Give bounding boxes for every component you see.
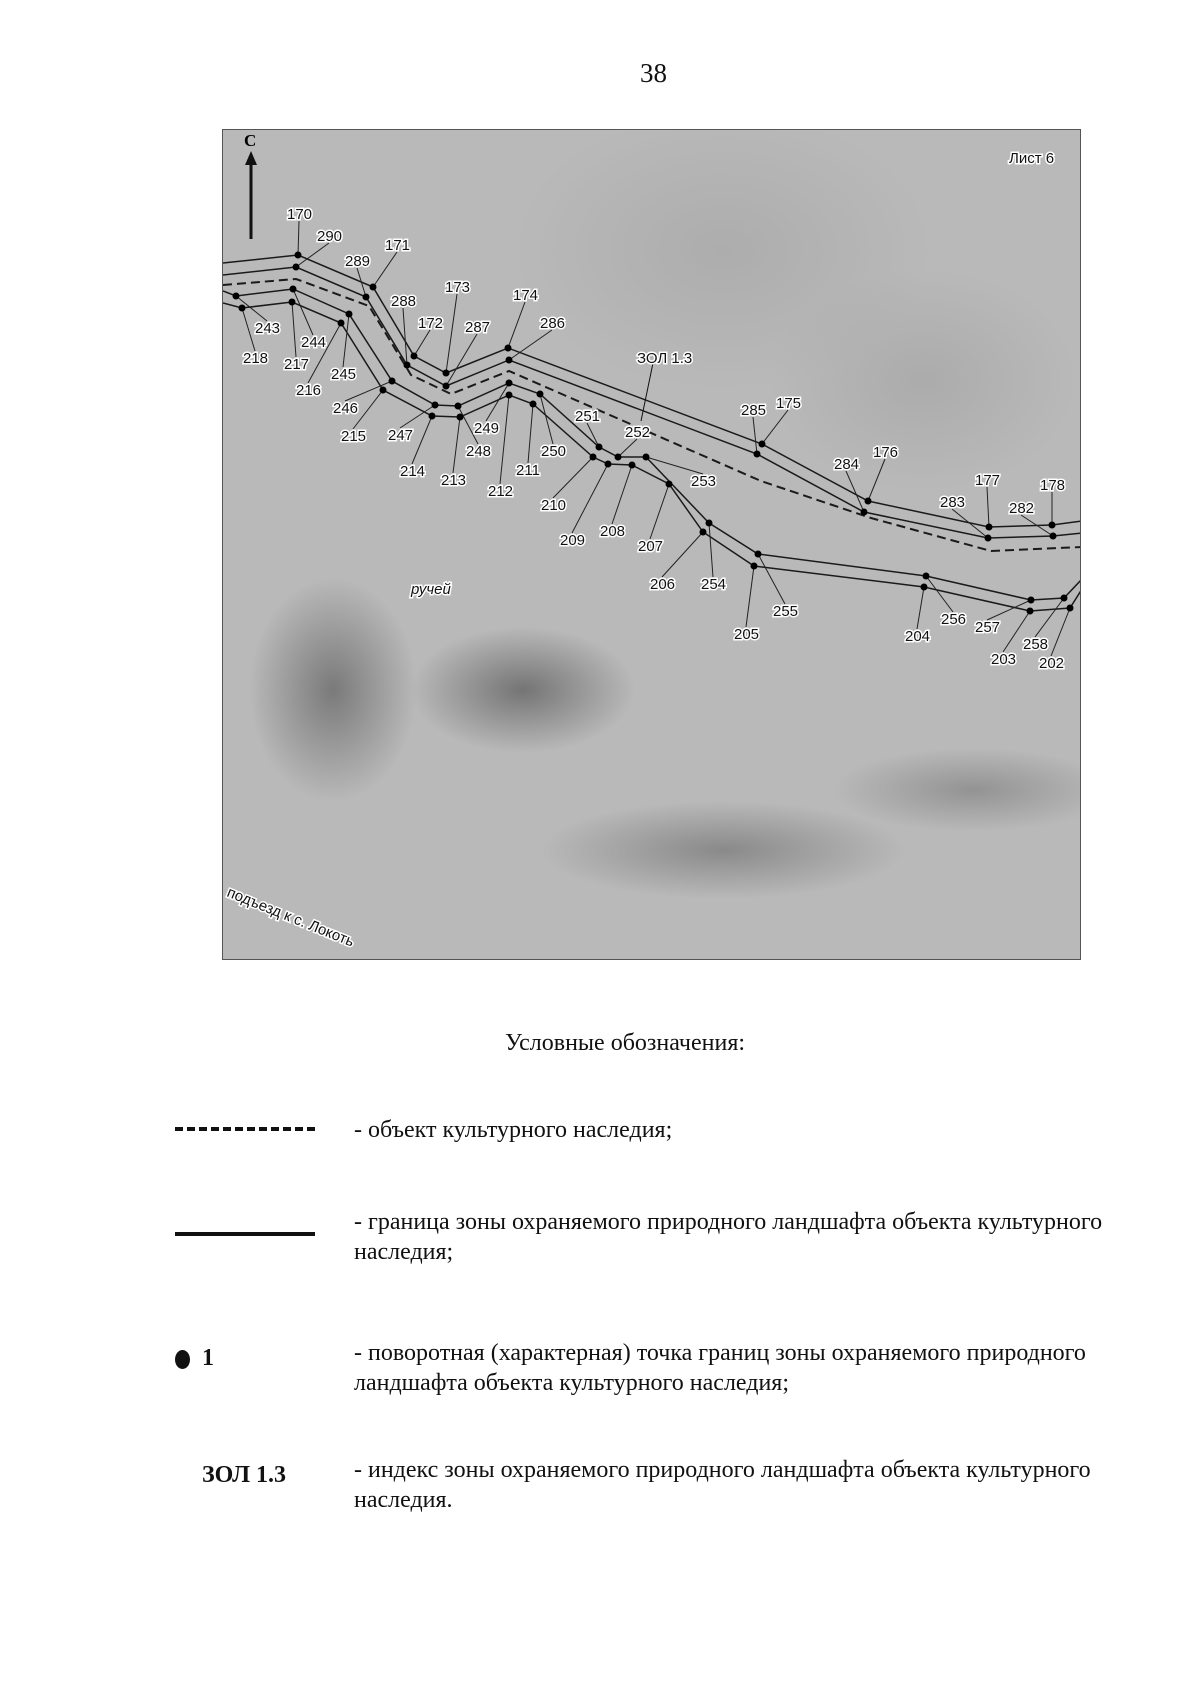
turning-point-249 [506, 380, 513, 387]
point-leader-line [587, 423, 599, 447]
turning-point-label: 251 [575, 408, 601, 425]
turning-point-256 [923, 573, 930, 580]
map [222, 129, 1081, 960]
turning-point-label: 173 [445, 279, 471, 296]
turning-point-283 [985, 535, 992, 542]
turning-point-label: 286 [540, 315, 566, 332]
turning-point-label: 257 [975, 619, 1001, 636]
point-leader-line [528, 404, 533, 463]
turning-point-213 [457, 414, 464, 421]
turning-point-288 [404, 362, 411, 369]
north-arrow [244, 131, 257, 239]
turning-point-label: 178 [1040, 477, 1066, 494]
turning-point-label: 208 [600, 523, 626, 540]
turning-point-203 [1027, 608, 1034, 615]
turning-point-212 [506, 392, 513, 399]
turning-point-label: 215 [341, 428, 367, 445]
turning-point-208 [629, 462, 636, 469]
turning-point-label: 288 [391, 293, 417, 310]
turning-point-177 [986, 524, 993, 531]
turning-point-250 [537, 391, 544, 398]
turning-point-174 [505, 345, 512, 352]
turning-point-label: 256 [941, 611, 967, 628]
turning-point-label: 207 [638, 538, 664, 555]
turning-point-216 [338, 320, 345, 327]
point-leader-line [508, 302, 525, 348]
point-leader-line [612, 465, 632, 524]
turning-point-label: 213 [441, 472, 467, 489]
turning-point-258 [1061, 595, 1068, 602]
turning-point-label: 177 [975, 472, 1001, 489]
turning-point-173 [443, 370, 450, 377]
road-label: подъезд к с. Локоть [224, 883, 357, 951]
point-icon [175, 1350, 190, 1369]
turning-point-label: 250 [541, 443, 567, 460]
turning-point-label: 171 [385, 237, 411, 254]
turning-point-251 [596, 444, 603, 451]
turning-point-label: 255 [773, 603, 799, 620]
turning-point-210 [590, 454, 597, 461]
turning-point-label: 216 [296, 382, 322, 399]
turning-point-label: 170 [287, 206, 313, 223]
north-label: С [244, 131, 257, 150]
turning-point-label: 218 [243, 350, 269, 367]
legend-text-turning-point: - поворотная (характерная) точка границ зоны охраняемого природного ландшафта объекта культурного наследия; [354, 1340, 1086, 1396]
stream-label: ручей [411, 581, 451, 598]
point-leader-line [357, 268, 366, 297]
turning-point-211 [530, 401, 537, 408]
turning-point-217 [289, 299, 296, 306]
turning-point-label: 253 [691, 473, 717, 490]
turning-point-label: 175 [776, 395, 802, 412]
point-leader-line [753, 417, 757, 454]
point-leader-line [414, 330, 430, 356]
turning-point-label: 285 [741, 402, 767, 419]
point-leader-line [1035, 598, 1064, 637]
turning-point-label: 172 [418, 315, 444, 332]
point-leader-line [242, 308, 255, 351]
turning-point-247 [432, 402, 439, 409]
turning-point-287 [443, 383, 450, 390]
turning-point-label: 205 [734, 626, 760, 643]
legend-point-number: 1 [202, 1345, 214, 1371]
point-leader-line [298, 221, 299, 255]
turning-point-label: 244 [301, 334, 327, 351]
turning-point-244 [290, 286, 297, 293]
turning-point-label: 258 [1023, 636, 1049, 653]
point-leader-line [446, 294, 457, 373]
map-overlay [223, 130, 1081, 960]
legend-title: Условные обозначения: [505, 1030, 746, 1056]
turning-point-label: 287 [465, 319, 491, 336]
point-leader-line [500, 395, 509, 484]
turning-point-label: 283 [940, 494, 966, 511]
turning-point-label: 289 [345, 253, 371, 270]
point-leader-line [650, 484, 669, 539]
turning-point-label: 282 [1009, 500, 1035, 517]
turning-point-label: 243 [255, 320, 281, 337]
turning-point-248 [455, 403, 462, 410]
turning-point-label: 209 [560, 532, 586, 549]
turning-point-255 [755, 551, 762, 558]
turning-point-178 [1049, 522, 1056, 529]
turning-point-253 [643, 454, 650, 461]
point-leader-line [987, 487, 989, 527]
turning-point-172 [411, 353, 418, 360]
turning-point-214 [429, 413, 436, 420]
turning-point-286 [506, 357, 513, 364]
turning-point-label: 202 [1039, 655, 1065, 672]
point-leader-line [453, 417, 460, 473]
zone-boundary-south [223, 302, 1081, 611]
point-leader-line [709, 523, 713, 577]
turning-point-label: 249 [474, 420, 500, 437]
turning-point-label: 204 [905, 628, 931, 645]
turning-point-label: 245 [331, 366, 357, 383]
point-leader-line [403, 308, 407, 365]
point-leader-line [618, 439, 637, 457]
legend-solid-line-symbol [175, 1232, 315, 1236]
turning-point-label: 211 [516, 462, 540, 479]
turning-point-170 [295, 252, 302, 259]
legend-dashed-line-symbol [175, 1127, 315, 1131]
point-leader-line [292, 302, 296, 357]
legend-text-zone-index: - индекс зоны охраняемого природного ландшафта объекта культурного наследия. [354, 1457, 1091, 1513]
point-leader-line [1051, 608, 1070, 656]
turning-point-289 [363, 294, 370, 301]
zone-label: ЗОЛ 1.3 [637, 350, 693, 367]
turning-point-label: 247 [388, 427, 414, 444]
turning-point-label: 174 [513, 287, 539, 304]
turning-point-label: 246 [333, 400, 359, 417]
point-leader-line [553, 457, 593, 498]
turning-point-282 [1050, 533, 1057, 540]
turning-point-254 [706, 520, 713, 527]
turning-point-171 [370, 284, 377, 291]
point-leader-line [412, 416, 432, 464]
turning-point-246 [389, 378, 396, 385]
turning-point-207 [666, 481, 673, 488]
turning-point-label: 248 [466, 443, 492, 460]
point-leader-line [846, 471, 864, 512]
legend-text-zone-boundary: - граница зоны охраняемого природного ландшафта объекта культурного наследия; [354, 1209, 1103, 1265]
turning-point-175 [759, 441, 766, 448]
point-leader-line [373, 252, 397, 287]
point-leader-line [746, 566, 754, 627]
turning-point-218 [239, 305, 246, 312]
turning-point-label: 214 [400, 463, 426, 480]
turning-point-label: 203 [991, 651, 1017, 668]
turning-point-202 [1067, 605, 1074, 612]
turning-point-252 [615, 454, 622, 461]
turning-point-204 [921, 584, 928, 591]
legend-index-symbol: ЗОЛ 1.3 [202, 1462, 287, 1488]
page-number: 38 [640, 58, 667, 88]
sheet-label: Лист 6 [1009, 150, 1055, 167]
turning-point-label: 212 [488, 483, 514, 500]
turning-point-205 [751, 563, 758, 570]
turning-point-285 [754, 451, 761, 458]
turning-point-209 [605, 461, 612, 468]
legend-point-symbol [175, 1345, 214, 1372]
point-leader-line [509, 330, 552, 360]
point-leader-line [917, 587, 924, 629]
turning-point-215 [380, 387, 387, 394]
turning-point-243 [233, 293, 240, 300]
turning-point-245 [346, 311, 353, 318]
zone-boundary-north [223, 255, 1081, 527]
turning-point-label: 206 [650, 576, 676, 593]
turning-point-257 [1028, 597, 1035, 604]
point-leader-line [868, 459, 885, 501]
turning-point-label: 290 [317, 228, 343, 245]
turning-point-label: 176 [873, 444, 899, 461]
turning-point-206 [700, 529, 707, 536]
legend-text-heritage-object: - объект культурного наследия; [354, 1117, 673, 1143]
turning-point-176 [865, 498, 872, 505]
turning-point-284 [861, 509, 868, 516]
turning-point-label: 217 [284, 356, 310, 373]
turning-point-290 [293, 264, 300, 271]
turning-point-label: 254 [701, 576, 727, 593]
point-leader-line [758, 554, 785, 604]
point-leader-line [662, 532, 703, 577]
turning-point-label: 252 [625, 424, 651, 441]
turning-point-label: 284 [834, 456, 860, 473]
turning-point-label: 210 [541, 497, 567, 514]
